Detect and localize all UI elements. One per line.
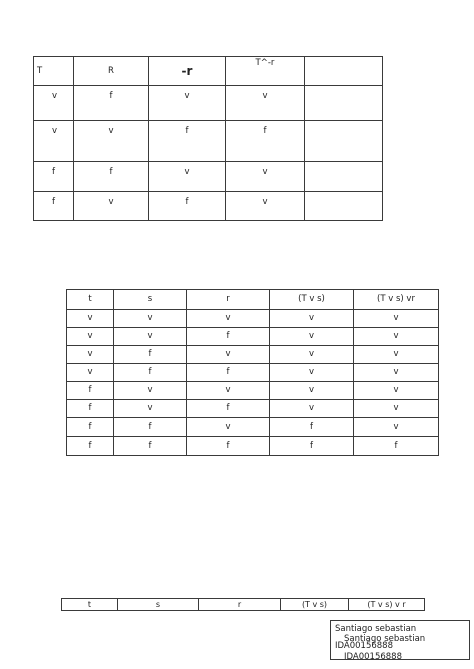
table-cell: v [187,346,270,364]
table-cell: v [114,400,187,418]
table-row [67,437,439,456]
table-cell: v [67,310,114,328]
table-row [34,121,383,162]
header-cell: r [199,599,281,611]
table-cell: f [74,162,149,192]
table-cell: v [270,328,354,346]
table-cell: f [67,382,114,400]
table-row [67,418,439,437]
table-cell: f [149,121,226,162]
table-cell: v [226,192,305,221]
table-row [34,162,383,192]
table-row [34,192,383,221]
table-cell: v [74,121,149,162]
table-header-row [34,57,383,86]
header-cell: t [67,290,114,310]
table-cell: f [270,437,354,456]
author-name: Santiago sebastian [335,624,417,634]
author-id: IDA00156888 [335,641,393,651]
author-id-box [330,620,470,660]
table-cell: v [226,162,305,192]
table-row [67,310,439,328]
header-cell: T^-r [226,57,305,86]
table-cell: v [114,310,187,328]
table-cell: v [354,418,439,437]
truth-table-3 [61,598,425,611]
header-cell: T [34,57,74,86]
table-cell: v [149,162,226,192]
table-row [67,328,439,346]
table-cell [305,162,383,192]
table-cell: v [187,418,270,437]
table-cell: f [187,400,270,418]
table-cell: v [354,328,439,346]
header-cell: -r [149,57,226,86]
table-cell: v [34,86,74,121]
table-cell: v [67,328,114,346]
table-cell: v [270,310,354,328]
table-row [67,400,439,418]
header-cell [305,57,383,86]
table-cell: f [34,192,74,221]
table-cell: v [354,382,439,400]
table-cell: v [270,364,354,382]
table-header-row [67,290,439,310]
table-cell: f [187,328,270,346]
table-cell [305,192,383,221]
table-cell: v [74,192,149,221]
table-cell: f [270,418,354,437]
table-cell: v [34,121,74,162]
table-row [67,382,439,400]
table-cell: f [67,437,114,456]
table-cell: v [67,346,114,364]
header-cell: (T v s) vr [354,290,439,310]
table-cell: f [114,346,187,364]
table-cell: f [67,400,114,418]
table-cell: v [270,382,354,400]
table-cell: v [354,400,439,418]
table-cell: f [226,121,305,162]
table-cell: v [270,346,354,364]
truth-table-2 [66,289,439,456]
header-cell: t [62,599,118,611]
header-cell: R [74,57,149,86]
table-cell: v [226,86,305,121]
table-cell: v [354,346,439,364]
table-cell [305,86,383,121]
table-cell: v [149,86,226,121]
table-header-row [62,599,425,611]
author-id: IDA00156888 [344,652,402,662]
table-cell: f [114,364,187,382]
table-cell: f [34,162,74,192]
table-cell: v [354,364,439,382]
header-cell: r [187,290,270,310]
table-row [34,86,383,121]
table-cell: v [114,382,187,400]
header-cell: (T v s) v r [349,599,425,611]
table-cell: v [114,328,187,346]
table-cell: f [187,364,270,382]
table-cell: f [354,437,439,456]
header-cell: s [114,290,187,310]
table-row [67,346,439,364]
header-cell: (T v s) [270,290,354,310]
table-cell: f [114,437,187,456]
author-name: Santiago sebastian [344,634,426,644]
table-cell: f [114,418,187,437]
table-row [67,364,439,382]
table-cell: f [149,192,226,221]
table-cell: f [187,437,270,456]
table-cell: f [74,86,149,121]
table-cell: v [354,310,439,328]
table-cell: v [187,382,270,400]
table-cell: v [67,364,114,382]
header-cell: s [118,599,199,611]
table-cell: v [187,310,270,328]
table-cell: v [270,400,354,418]
table-cell [305,121,383,162]
header-cell: (T v s) [281,599,349,611]
truth-table-1 [33,56,383,221]
table-cell: f [67,418,114,437]
